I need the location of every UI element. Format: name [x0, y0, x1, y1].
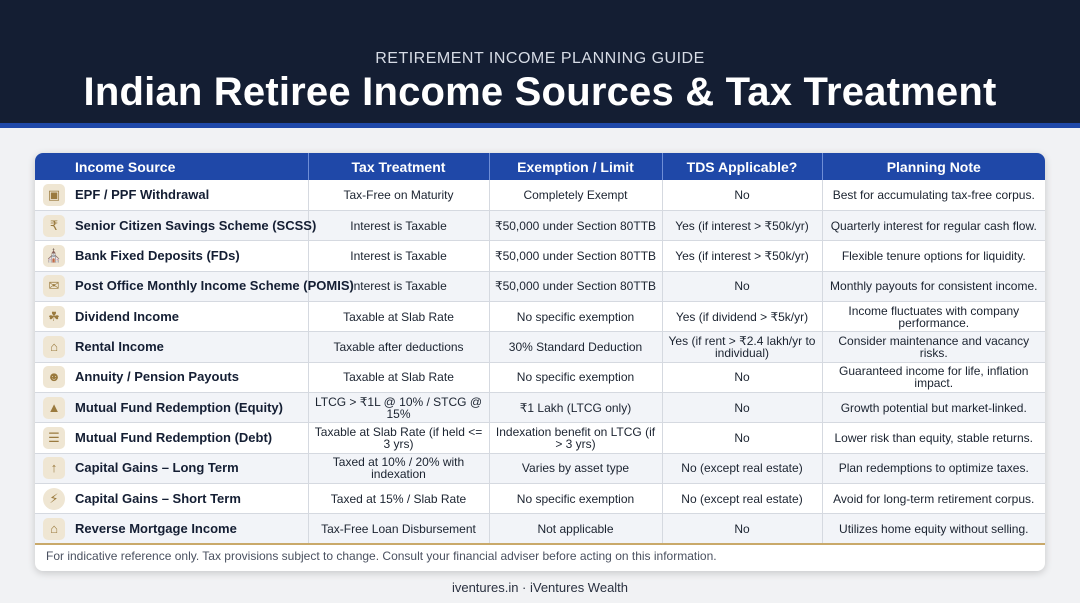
house-icon: ⌂ — [43, 336, 65, 358]
source-cell — [35, 362, 308, 392]
page-title: Indian Retiree Income Sources & Tax Treatment — [83, 70, 997, 114]
tax-treatment-cell: Interest is Taxable — [308, 271, 489, 301]
planning-note-cell: Flexible tenure options for liquidity. — [822, 241, 1045, 271]
tds-cell: No (except real estate) — [662, 453, 822, 483]
exemption-cell: ₹50,000 under Section 80TTB — [489, 210, 662, 240]
source-name: Mutual Fund Redemption (Equity) — [75, 399, 283, 415]
planning-note-cell: Growth potential but market-linked. — [822, 392, 1045, 422]
exemption-cell: Varies by asset type — [489, 453, 662, 483]
source-cell — [35, 453, 308, 483]
exemption-cell: Indexation benefit on LTCG (if > 3 yrs) — [489, 423, 662, 453]
planning-note-cell: Best for accumulating tax-free corpus. — [822, 180, 1045, 210]
source-name: Capital Gains – Short Term — [75, 490, 241, 506]
planning-note-cell: Plan redemptions to optimize taxes. — [822, 453, 1045, 483]
exemption-cell: ₹50,000 under Section 80TTB — [489, 241, 662, 271]
tax-treatment-cell: Tax-Free on Maturity — [308, 180, 489, 210]
table-row — [35, 271, 1045, 301]
tax-treatment-cell: Taxed at 10% / 20% with indexation — [308, 453, 489, 483]
source-cell — [35, 392, 308, 422]
source-cell — [35, 332, 308, 362]
tds-cell: No (except real estate) — [662, 483, 822, 513]
tds-cell: No — [662, 423, 822, 453]
table-row — [35, 241, 1045, 271]
exemption-cell: ₹50,000 under Section 80TTB — [489, 271, 662, 301]
source-name: EPF / PPF Withdrawal — [75, 186, 210, 202]
disclaimer-footnote: For indicative reference only. Tax provisions subject to change. Consult your financial adviser before acting on this information. — [35, 543, 1045, 571]
tax-treatment-cell: LTCG > ₹1L @ 10% / STCG @ 15% — [308, 392, 489, 422]
table-row — [35, 483, 1045, 513]
column-header-exemption-limit: Exemption / Limit — [489, 153, 662, 180]
source-cell — [35, 301, 308, 331]
source-cell — [35, 271, 354, 301]
source-name: Reverse Mortgage Income — [75, 520, 237, 536]
income-table-card — [35, 153, 1045, 571]
source-name: Post Office Monthly Income Scheme (POMIS) — [75, 278, 354, 294]
column-header-tax-treatment: Tax Treatment — [308, 153, 489, 180]
tax-treatment-cell: Interest is Taxable — [308, 210, 489, 240]
tax-treatment-cell: Taxable after deductions — [308, 332, 489, 362]
rupee-shield-icon: ₹ — [43, 215, 65, 237]
source-cell — [35, 180, 308, 210]
source-name: Mutual Fund Redemption (Debt) — [75, 429, 273, 445]
growth-chart-icon: ▲ — [43, 397, 65, 419]
tds-cell: No — [662, 514, 822, 544]
exemption-cell: No specific exemption — [489, 483, 662, 513]
table-row — [35, 453, 1045, 483]
bank-icon: ⛪ — [43, 245, 65, 267]
tds-cell: Yes (if dividend > ₹5k/yr) — [662, 301, 822, 331]
planning-note-cell: Income fluctuates with company performance. — [822, 301, 1045, 331]
exemption-cell: 30% Standard Deduction — [489, 332, 662, 362]
source-name: Dividend Income — [75, 308, 180, 324]
page-footer: iventures.in · iVentures Wealth — [451, 580, 629, 595]
source-name: Capital Gains – Long Term — [75, 460, 239, 476]
tds-cell: No — [662, 180, 822, 210]
planning-note-cell: Quarterly interest for regular cash flow. — [822, 210, 1045, 240]
table-row — [35, 180, 1045, 210]
exemption-cell: Not applicable — [489, 514, 662, 544]
source-cell — [35, 210, 317, 240]
source-cell — [35, 514, 308, 544]
exemption-cell: No specific exemption — [489, 362, 662, 392]
tax-treatment-cell: Taxable at Slab Rate — [308, 362, 489, 392]
briefcase-icon: ▣ — [43, 184, 65, 206]
income-table — [35, 153, 1045, 545]
tax-treatment-cell: Taxable at Slab Rate — [308, 301, 489, 331]
tds-cell: No — [662, 392, 822, 422]
table-row — [35, 423, 1045, 453]
source-cell — [35, 483, 308, 513]
house-money-icon: ⌂ — [43, 518, 65, 540]
planning-note-cell: Utilizes home equity without selling. — [822, 514, 1045, 544]
tds-cell: Yes (if interest > ₹50k/yr) — [662, 241, 822, 271]
envelope-money-icon: ✉ — [43, 275, 65, 297]
planning-note-cell: Monthly payouts for consistent income. — [822, 271, 1045, 301]
table-row — [35, 514, 1045, 544]
table-row — [35, 332, 1045, 362]
planning-note-cell: Lower risk than equity, stable returns. — [822, 423, 1045, 453]
lightning-coin-icon: ⚡ — [43, 488, 65, 510]
exemption-cell: ₹1 Lakh (LTCG only) — [489, 392, 662, 422]
tax-treatment-cell: Tax-Free Loan Disbursement — [308, 514, 489, 544]
planning-note-cell: Avoid for long-term retirement corpus. — [822, 483, 1045, 513]
tax-treatment-cell: Taxable at Slab Rate (if held <= 3 yrs) — [308, 423, 489, 453]
exemption-cell: No specific exemption — [489, 301, 662, 331]
tax-treatment-cell: Taxed at 15% / Slab Rate — [308, 483, 489, 513]
source-name: Bank Fixed Deposits (FDs) — [75, 247, 240, 263]
column-header-planning-note: Planning Note — [886, 158, 981, 175]
table-row — [35, 392, 1045, 422]
source-name: Annuity / Pension Payouts — [75, 369, 239, 385]
table-header-row — [35, 153, 1045, 180]
source-cell — [35, 241, 308, 271]
source-name: Rental Income — [75, 338, 164, 354]
column-header-tds-applicable: TDS Applicable? — [662, 153, 822, 180]
table-row — [35, 210, 1045, 240]
tds-cell: No — [662, 362, 822, 392]
source-name: Senior Citizen Savings Scheme (SCSS) — [75, 217, 317, 233]
planning-note-cell: Consider maintenance and vacancy risks. — [822, 332, 1045, 362]
coin-stack-icon: ☰ — [43, 427, 65, 449]
tds-cell: No — [662, 271, 822, 301]
column-header-income-source: Income Source — [35, 153, 308, 180]
table-row — [35, 301, 1045, 331]
money-tree-icon: ☘ — [43, 306, 65, 328]
tds-cell: Yes (if interest > ₹50k/yr) — [662, 210, 822, 240]
tax-treatment-cell: Interest is Taxable — [308, 241, 489, 271]
tds-cell: Yes (if rent > ₹2.4 lakh/yr to individual) — [662, 332, 822, 362]
page-header — [0, 0, 1080, 128]
page-subtitle: RETIREMENT INCOME PLANNING GUIDE — [375, 50, 705, 67]
table-row — [35, 362, 1045, 392]
planning-note-cell: Guaranteed income for life, inflation impact. — [822, 362, 1045, 392]
person-pension-icon: ☻ — [43, 366, 65, 388]
up-arrow-chart-icon: ↑ — [43, 457, 65, 479]
source-cell — [35, 423, 308, 453]
exemption-cell: Completely Exempt — [489, 180, 662, 210]
